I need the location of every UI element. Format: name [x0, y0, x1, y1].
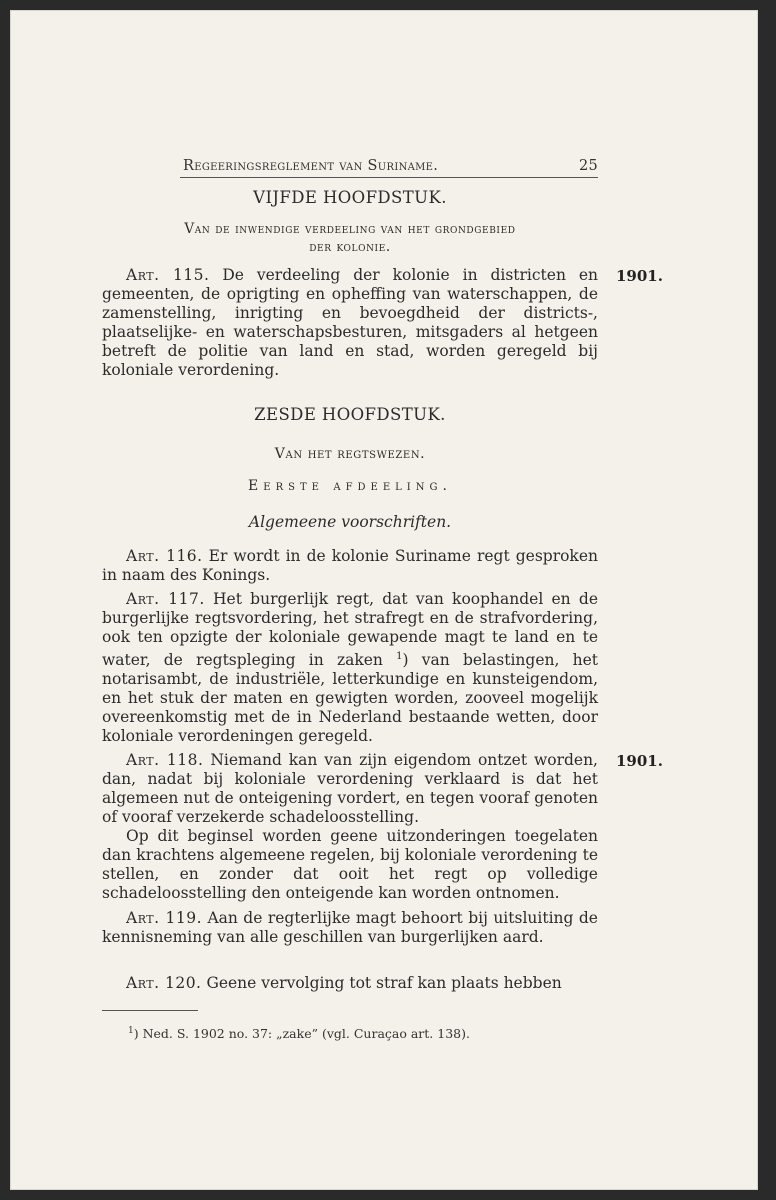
article-115-label: Art. 115. [126, 266, 210, 284]
article-118-label: Art. 118. [126, 751, 204, 769]
article-118 [102, 751, 598, 903]
article-120 [102, 974, 598, 993]
chapter-5-subtitle-line2: der kolonie. [309, 239, 391, 255]
article-120-text: Geene vervolging tot straf kan plaats hebben [206, 974, 562, 992]
article-116-label: Art. 116. [126, 547, 203, 565]
division-heading: Eerste afdeeling. [248, 478, 452, 494]
chapter-5-subtitle-line1: Van de inwendige verdeeling van het grondgebied [184, 221, 516, 237]
article-117-text: Het burgerlijk regt, dat van koophandel en de burgerlijke regtsvordering, het strafregt en de strafvordering, ook ten opzigte der koloniale gewapende magt te land en te water, de regtspleging in zaken [102, 590, 598, 670]
header-rule [180, 177, 598, 178]
running-head [183, 157, 598, 176]
chapter-5-subtitle [100, 220, 600, 256]
article-116-text: Er wordt in de kolonie Suriname regt gesproken in naam des Konings. [102, 547, 598, 584]
page-number: 25 [578, 158, 598, 174]
page [10, 10, 758, 1190]
article-119 [102, 909, 598, 947]
article-119-label: Art. 119. [126, 909, 202, 927]
chapter-5-title: VIJFDE HOOFDSTUK. [253, 188, 447, 207]
article-117-text-continued: van belastingen, het notarisambt, de industriële, letterkundige en kunsteigendom, en het stuk der maten en gewigten worden, zooveel mogelijk overeenkomstig met de in Nederland bestaande wetten, door koloniale verordeningen geregeld. [102, 651, 598, 746]
article-115-text: De verdeeling der kolonie in districten en gemeenten, de oprigting en opheffing van waterschappen, de zamenstelling, inrigting en bevoegdheid der districts-, plaatselijke- en waterschapsbesturen, mitsgaders al hetgeen betreft de politie van land en stad, worden geregeld bij koloniale verordening. [102, 266, 598, 379]
chapter-6-subtitle: Van het regtswezen. [274, 446, 426, 462]
article-118-margin-year: 1901. [616, 752, 663, 770]
footnote-rule [102, 1010, 198, 1011]
article-115 [102, 266, 598, 380]
footnote: $^1$) Ned. S. 1902 no. 37: „zake” (vgl. Curaçao art. 138). [128, 1026, 470, 1042]
footnote-reference: 1 [396, 651, 403, 662]
article-118-paragraph-2: Op dit beginsel worden geene uitzonderingen toegelaten dan krachtens algemeene regelen, bij koloniale verordening te stellen, en zonder dat ooit het regt op volledige schadeloosstelling den onteigende kan worden ontnomen. [102, 827, 598, 902]
article-119-text: Aan de regterlijke magt behoort bij uitsluiting de kennisneming van alle geschillen van burgerlijken aard. [102, 909, 598, 946]
article-117: Art. 117. Het burgerlijk regt, dat van koophandel en de burgerlijke regtsvordering, het strafregt en de strafvordering, ook ten opzigte der koloniale gewapende magt te land en te water, de regtspleging in zaken $^1$) van belastingen, het notarisambt, de industriële, letterkundige en kunsteigendom, en het stuk der maten en gewigten worden, zooveel mogelijk overeenkomstig met de in Nederland bestaande wetten, door koloniale verordeningen geregeld. [102, 590, 598, 746]
article-118-text: Niemand kan van zijn eigendom ontzet worden, dan, nadat bij koloniale verordening verklaard is dat het algemeen nut de onteigening vordert, en tegen vooraf genoten of vooraf verzekerde schadeloosstelling. [102, 751, 598, 826]
footnote-marker: 1 [128, 1026, 134, 1036]
chapter-6-title: ZESDE HOOFDSTUK. [254, 405, 446, 424]
article-115-margin-year: 1901. [616, 267, 663, 285]
section-heading: Algemeene voorschriften. [248, 513, 452, 531]
running-head-title: Regeeringsreglement van Suriname. [183, 158, 439, 174]
footnote-text: Ned. S. 1902 no. 37: „zake” (vgl. Curaçao art. 138). [142, 1026, 470, 1042]
article-120-label: Art. 120. [126, 974, 202, 992]
article-116 [102, 547, 598, 585]
article-117-label: Art. 117. [126, 590, 205, 608]
